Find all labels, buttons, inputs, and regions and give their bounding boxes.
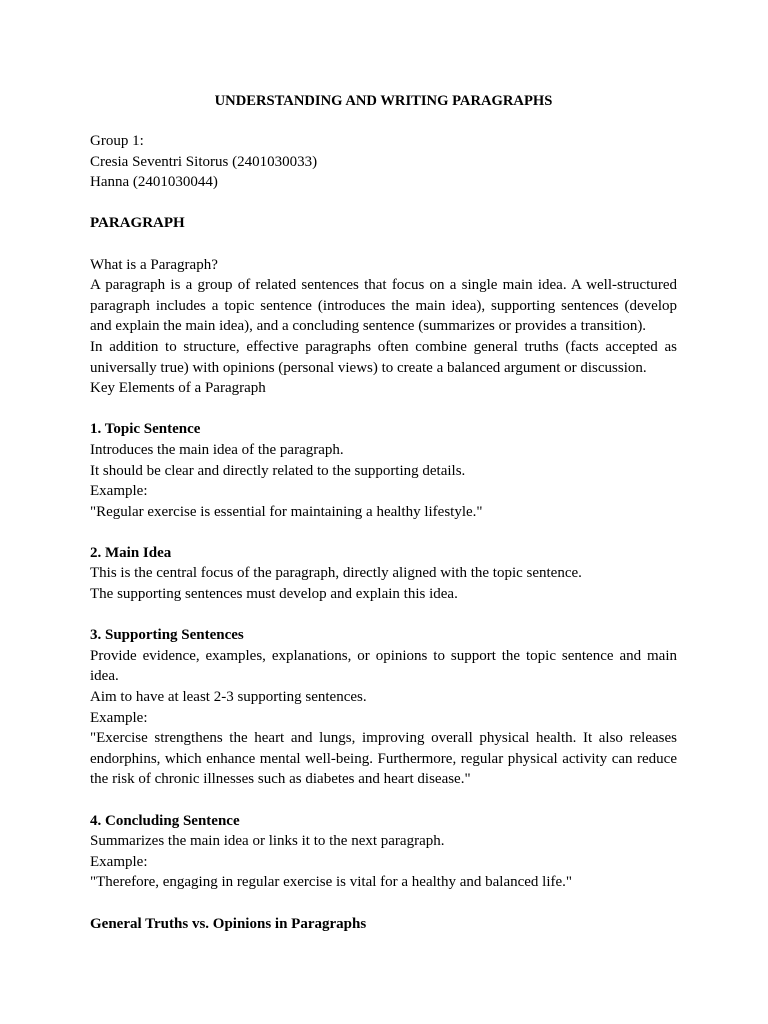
example-label: Example: [90,709,148,726]
supporting-sentences-heading: 3. Supporting Sentences [90,627,244,644]
spacer [90,522,677,543]
topic-sentence-text: Introduces the main idea of the paragraph. [90,441,344,458]
supporting-sentences-text: Aim to have at least 2-3 supporting sentences. [90,689,367,706]
supporting-sentences-section [90,625,677,790]
example-text: "Regular exercise is essential for maintaining a healthy lifestyle." [90,503,483,520]
group-member: Hanna (2401030044) [90,174,218,191]
spacer [90,399,677,420]
main-idea-text: The supporting sentences must develop and explain this idea. [90,586,458,603]
intro-paragraph: In addition to structure, effective paragraphs often combine general truths (facts accepted as universally true) with opinions (personal views) to create a balanced argument or discussion. [90,338,677,376]
group-member: Cresia Seventri Sitorus (2401030033) [90,153,318,170]
supporting-sentences-text: Provide evidence, examples, explanations, or opinions to support the topic sentence and main idea. [90,647,677,685]
topic-sentence-text: It should be clear and directly related to the supporting details. [90,462,466,479]
group-label: Group 1: [90,133,144,149]
spacer [90,790,677,811]
spacer [90,193,677,214]
main-idea-text: This is the central focus of the paragraph, directly aligned with the topic sentence. [90,565,582,582]
group-info [90,131,677,193]
key-elements-label: Key Elements of a Paragraph [90,380,266,397]
spacer [90,893,677,914]
concluding-sentence-text: Summarizes the main idea or links it to the next paragraph. [90,833,445,850]
concluding-sentence-heading: 4. Concluding Sentence [90,812,240,829]
example-label: Example: [90,853,148,870]
spacer [90,605,677,626]
intro-question: What is a Paragraph? [90,256,218,273]
example-label: Example: [90,483,148,500]
example-text: "Exercise strengthens the heart and lungs, improving overall physical health. It also releases endorphins, which enhance mental well-being. Furthermore, regular physical activity can reduce the risk of chronic illnesses such as diabetes and heart disease." [90,730,677,788]
document-title: UNDERSTANDING AND WRITING PARAGRAPHS [214,93,553,109]
spacer [90,234,677,255]
intro-paragraph: A paragraph is a group of related sentences that focus on a single main idea. A well-structured paragraph includes a topic sentence (introduces the main idea), supporting sentences (develop and explain the main idea), and a concluding sentence (summarizes or provides a transition). [90,277,677,335]
example-text: "Therefore, engaging in regular exercise is vital for a healthy and balanced life." [90,874,573,891]
general-truths-heading: General Truths vs. Opinions in Paragraphs [90,915,367,932]
topic-sentence-heading: 1. Topic Sentence [90,421,201,438]
section-heading: PARAGRAPH [90,215,185,232]
main-idea-section [90,543,677,605]
main-idea-heading: 2. Main Idea [90,544,172,561]
topic-sentence-section [90,419,677,522]
concluding-sentence-section [90,811,677,893]
